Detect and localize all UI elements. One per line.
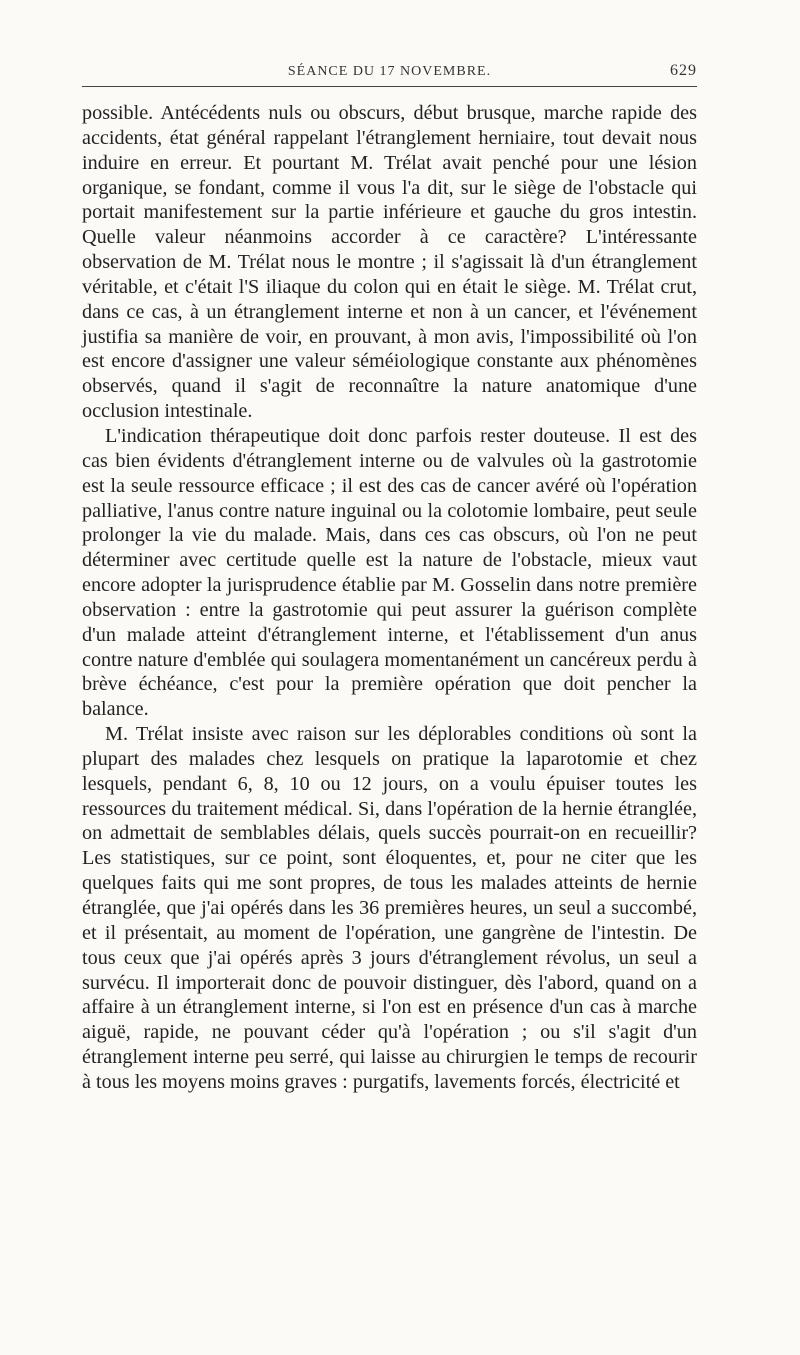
page-number: 629 [670, 62, 697, 79]
running-head [82, 58, 697, 86]
book-page [82, 58, 697, 1095]
paragraph: possible. Antécédents nuls ou obscurs, début brusque, marche rapide des accidents, état général rappelant l'étranglement herniaire, tout devait nous induire en erreur. Et pourtant M. Trélat avait penché pour une lésion organique, se fondant, comme il vous l'a dit, sur le siège de l'obstacle qui portait manifestement sur la partie inférieure et gauche du gros intestin. Quelle valeur néanmoins accorder à ce caractère? L'intéressante observation de M. Trélat nous le montre ; il s'agissait là d'un étranglement véritable, et c'était l'S iliaque du colon qui en était le siège. M. Trélat crut, dans ce cas, à un étranglement interne et non à un cancer, et l'événement justifia sa manière de voir, en prouvant, à mon avis, l'impossibilité où l'on est encore d'assigner une valeur séméiologique constante aux phénomènes observés, quand il s'agit de reconnaître la nature anatomique d'une occlusion intestinale. [82, 102, 697, 423]
paragraph: M. Trélat insiste avec raison sur les déplorables conditions où sont la plupart des malades chez lesquels on pratique la laparotomie et chez lesquels, pendant 6, 8, 10 ou 12 jours, on a voulu épuiser toutes les ressources du traitement médical. Si, dans l'opération de la hernie étranglée, on admettait de semblables délais, quels succès pourrait-on en recueillir? Les statistiques, sur ce point, sont éloquentes, et, pour ne citer que les quelques faits qui me sont propres, de tous les malades atteints de hernie étranglée, que j'ai opérés dans les 36 premières heures, un seul a succombé, et il présentait, au moment de l'opération, une gangrène de l'intestin. De tous ceux que j'ai opérés après 3 jours d'étranglement révolus, un seul a survécu. Il importerait donc de pouvoir distinguer, dès l'abord, quand on a affaire à un étranglement interne, si l'on est en présence d'un cas à marche aiguë, rapide, ne pouvant céder qu'à l'opération ; ou s'il s'agit d'un étranglement interne peu serré, qui laisse au chirurgien le temps de recourir à tous les moyens moins graves : purgatifs, lavements forcés, électricité et [82, 723, 697, 1093]
body-text [82, 101, 697, 1095]
header-rule [82, 86, 697, 87]
paragraph: L'indication thérapeutique doit donc parfois rester douteuse. Il est des cas bien évidents d'étranglement interne ou de valvules où la gastrotomie est la seule ressource efficace ; il est des cas de cancer avéré où l'opération palliative, l'anus contre nature inguinal ou la colotomie lombaire, peut seule prolonger la vie du malade. Mais, dans ces cas obscurs, où l'on ne peut déterminer avec certitude quelle est la nature de l'obstacle, mieux vaut encore adopter la jurisprudence établie par M. Gosselin dans notre première observation : entre la gastrotomie qui peut assurer la guérison complète d'un malade atteint d'étranglement interne, et l'établissement d'un anus contre nature d'emblée qui soulagera momentanément un cancéreux perdu à brève échéance, c'est pour la première opération que doit pencher la balance. [82, 424, 697, 721]
running-title: SÉANCE DU 17 NOVEMBRE. [287, 64, 492, 79]
